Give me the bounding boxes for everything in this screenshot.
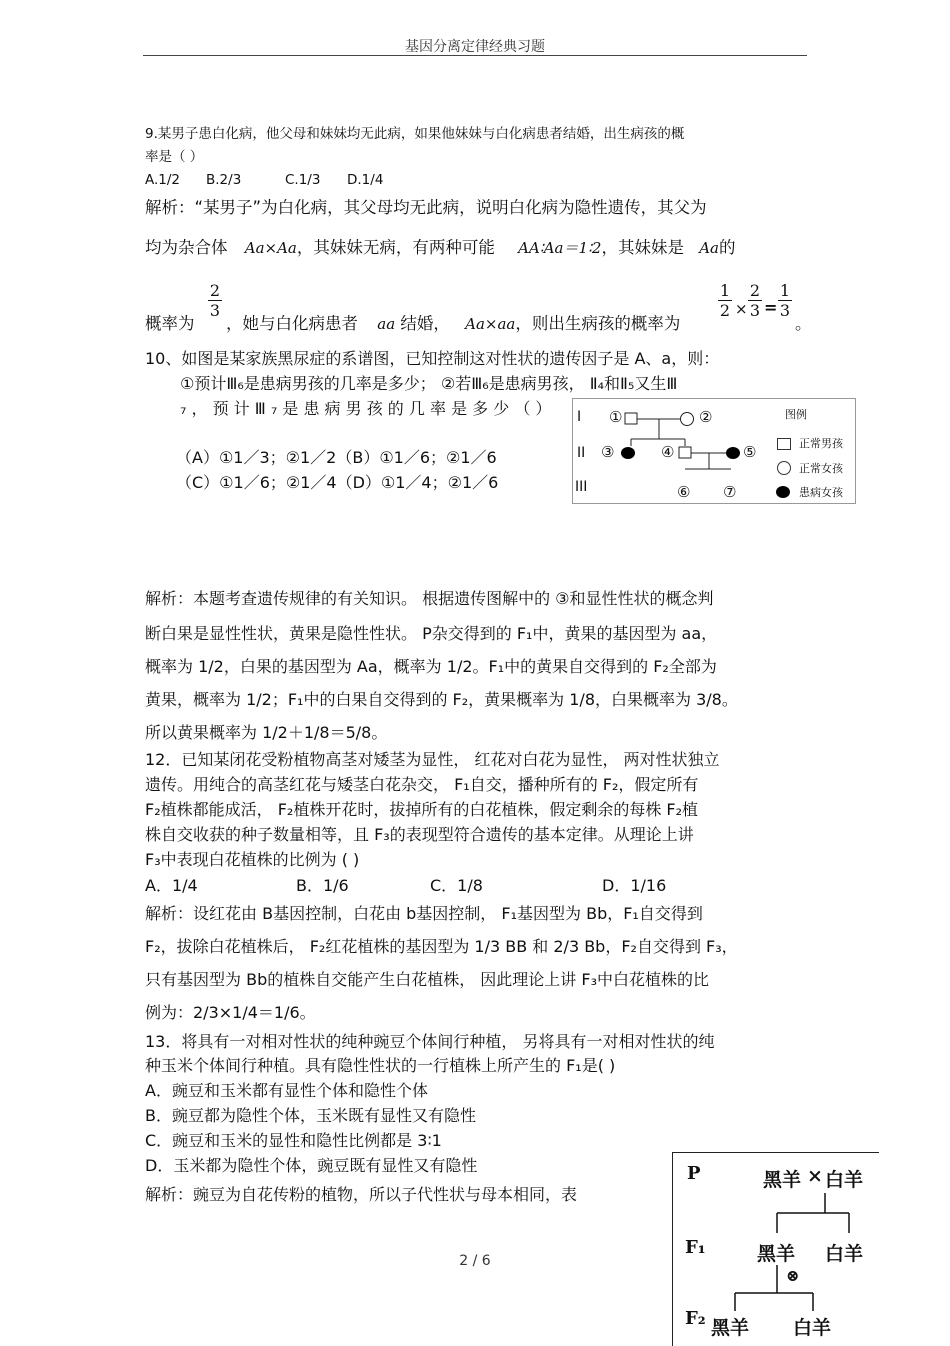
pedigree-gen-3: III <box>575 479 588 495</box>
pedigree-symbol-2 <box>681 413 694 426</box>
genotype-cross-aa-aa: Aa×Aa <box>244 239 297 257</box>
q9-option-a: A.1/2 <box>145 172 181 188</box>
legend-affected-female: 患病女孩 <box>799 486 843 499</box>
page-number: 2 / 6 <box>459 1253 491 1269</box>
times-sign: × <box>735 300 748 318</box>
sheep-cross-diagram <box>672 1152 879 1346</box>
q10-options-ab: （A）①1／3；②1／2（B）①1／6；②1／6 <box>176 448 497 467</box>
q12-line5: F₃中表现白花植株的比例为 ( ) <box>145 850 360 869</box>
q10-line2: ①预计Ⅲ₆是患病男孩的几率是多少； ②若Ⅲ₆是患病男孩， Ⅱ₄和Ⅱ₅又生Ⅲ <box>180 374 678 393</box>
generation-f2-label: F₂ <box>685 1308 706 1329</box>
genotype-aa: Aa <box>699 239 719 257</box>
q12-option-d: D．1/16 <box>602 876 667 895</box>
fraction-one-third: $\frac{1}{3}$ <box>779 281 791 320</box>
q10-line3: ₇ ， 预 计 Ⅲ ₇ 是 患 病 男 孩 的 几 率 是 多 少 （ ） <box>180 399 552 418</box>
q12-analysis-line2: F₂，拔除白花植株后， F₂红花植株的基因型为 1/3 BB 和 2/3 Bb，F₂自交得到 F₃， <box>145 937 738 956</box>
selfing-icon: ⊗ <box>786 1266 800 1285</box>
pedigree-symbol-1 <box>625 413 637 424</box>
q11-analysis-line2: 断白果是显性性状，黄果是隐性性状。 P杂交得到的 F₁中，黄果的基因型为 aa， <box>145 624 718 643</box>
generation-p-label: P <box>687 1163 701 1184</box>
q12-option-b: B．1/6 <box>296 876 349 895</box>
q13-option-c: C．豌豆和玉米的显性和隐性比例都是 3∶1 <box>145 1131 442 1150</box>
genotype-aa-patient: aa <box>377 315 396 333</box>
q12-line4: 株自交收获的种子数量相等，且 F₃的表现型符合遗传的基本定律。从理论上讲 <box>145 825 694 844</box>
q12-analysis-line3: 只有基因型为 Bb的植株自交能产生白花植株， 因此理论上讲 F₃中白花植株的比 <box>145 970 710 989</box>
p-black-sheep: 黑羊 <box>763 1169 802 1191</box>
q10-line1: 10、如图是某家族黑尿症的系谱图，已知控制这对性状的遗传因子是 A、a，则： <box>145 349 720 368</box>
equals-sign: = <box>764 298 778 317</box>
legend-normal-male-icon <box>777 438 791 450</box>
legend-normal-male: 正常男孩 <box>799 437 843 450</box>
q9-line1: 9.某男子患白化病，他父母和妹妹均无此病，如果他妹妹与白化病患者结婚，出生病孩的概 <box>145 126 685 142</box>
q12-analysis-line1: 解析：设红花由 B基因控制，白花由 b基因控制， F₁基因型为 Bb，F₁自交得到 <box>145 904 703 923</box>
q11-analysis-line3: 概率为 1/2，白果的基因型为 Aa，概率为 1/2。F₁中的黄果自交得到的 F₂全部为 <box>145 657 717 676</box>
q9-analysis-line3-pre: 概率为 <box>145 314 195 333</box>
f2-white-sheep: 白羊 <box>793 1317 832 1339</box>
f2-black-sheep: 黑羊 <box>711 1317 750 1339</box>
page-header-title: 基因分离定律经典习题 <box>405 39 545 55</box>
q9-analysis-line3-mid: ，她与白化病患者 aa 结婚， Aa×aa，则出生病孩的概率为 <box>226 314 681 333</box>
header-rule <box>143 55 807 56</box>
q12-option-a: A．1/4 <box>145 876 198 895</box>
pedigree-chart <box>572 398 856 504</box>
pedigree-label-1: ① <box>609 408 623 426</box>
q13-line1: 13．将具有一对相对性状的纯种豌豆个体间行种植， 另将具有一对相对性状的纯 <box>145 1032 715 1051</box>
generation-f1-label: F₁ <box>685 1237 706 1258</box>
cross-symbol: × <box>807 1165 823 1187</box>
legend-affected-female-icon <box>776 486 790 498</box>
fraction-one-half: $\frac{1}{2}$ <box>719 281 731 320</box>
p-white-sheep: 白羊 <box>825 1169 864 1191</box>
q13-line2: 种玉米个体间行种植。具有隐性性状的一行植株上所产生的 F₁是( ) <box>145 1056 616 1075</box>
pedigree-label-2: ② <box>699 408 713 426</box>
q10-options-cd: （C）①1／6；②1／4（D）①1／4；②1／6 <box>176 473 499 492</box>
legend-normal-female: 正常女孩 <box>799 462 843 475</box>
legend-normal-female-icon <box>777 461 791 475</box>
q9-option-b: B.2/3 <box>206 172 242 188</box>
pedigree-symbol-4 <box>679 447 691 458</box>
q9-analysis-line2: 均为杂合体 Aa×Aa，其妹妹无病，有两种可能 AA∶Aa＝1∶2，其妹妹是 Aa的 <box>145 238 736 257</box>
f1-white-sheep: 白羊 <box>825 1243 864 1265</box>
q12-analysis-line4: 例为：2/3×1/4＝1/6。 <box>145 1003 316 1022</box>
genotype-cross-aa-x-aa: Aa×aa <box>465 315 516 333</box>
legend-title: 图例 <box>785 408 807 421</box>
pedigree-label-3: ③ <box>601 443 615 461</box>
q13-option-d: D．玉米都为隐性个体，豌豆既有显性又有隐性 <box>145 1156 478 1175</box>
fraction-two-thirds: $\frac{2}{3}$ <box>209 281 221 320</box>
genotype-ratio: AA∶Aa＝1∶2 <box>518 239 602 257</box>
fraction-two-thirds-calc: $\frac{2}{3}$ <box>749 281 761 320</box>
pedigree-label-5: ⑤ <box>743 443 757 461</box>
q9-period: 。 <box>795 314 812 333</box>
pedigree-label-7: ⑦ <box>723 483 737 501</box>
q13-option-a: A．豌豆和玉米都有显性个体和隐性个体 <box>145 1081 428 1100</box>
q12-line1: 12．已知某闭花受粉植物高茎对矮茎为显性， 红花对白花为显性， 两对性状独立 <box>145 750 720 769</box>
q11-analysis-line4: 黄果，概率为 1/2；F₁中的白果自交得到的 F₂，黄果概率为 1/8，白果概率为 3/8。 <box>145 690 738 709</box>
q9-option-d: D.1/4 <box>347 172 384 188</box>
q12-line3: F₂植株都能成活， F₂植株开花时，拔掉所有的白花植株，假定剩余的每株 F₂植 <box>145 800 699 819</box>
pedigree-label-6: ⑥ <box>677 483 691 501</box>
pedigree-gen-2: II <box>577 445 586 461</box>
pedigree-gen-1: I <box>577 409 582 425</box>
pedigree-label-4: ④ <box>661 443 675 461</box>
q9-line2: 率是（ ） <box>145 149 204 165</box>
pedigree-symbol-3 <box>621 447 635 459</box>
q9-analysis-line1: 解析：“某男子”为白化病，其父母均无此病，说明白化病为隐性遗传，其父为 <box>145 198 707 217</box>
q9-option-c: C.1/3 <box>285 172 321 188</box>
q13-analysis: 解析：豌豆为自花传粉的植物，所以子代性状与母本相同，表 <box>145 1185 578 1204</box>
q11-analysis-line5: 所以黄果概率为 1/2＋1/8＝5/8。 <box>145 723 388 742</box>
q13-option-b: B．豌豆都为隐性个体，玉米既有显性又有隐性 <box>145 1106 476 1125</box>
q12-line2: 遗传。用纯合的高茎红花与矮茎白花杂交， F₁自交，播种所有的 F₂，假定所有 <box>145 775 699 794</box>
q11-analysis-line1: 解析：本题考查遗传规律的有关知识。 根据遗传图解中的 ③和显性性状的概念判 <box>145 589 714 608</box>
q12-option-c: C．1/8 <box>430 876 483 895</box>
f1-black-sheep: 黑羊 <box>757 1243 796 1265</box>
pedigree-symbol-5 <box>726 447 740 459</box>
